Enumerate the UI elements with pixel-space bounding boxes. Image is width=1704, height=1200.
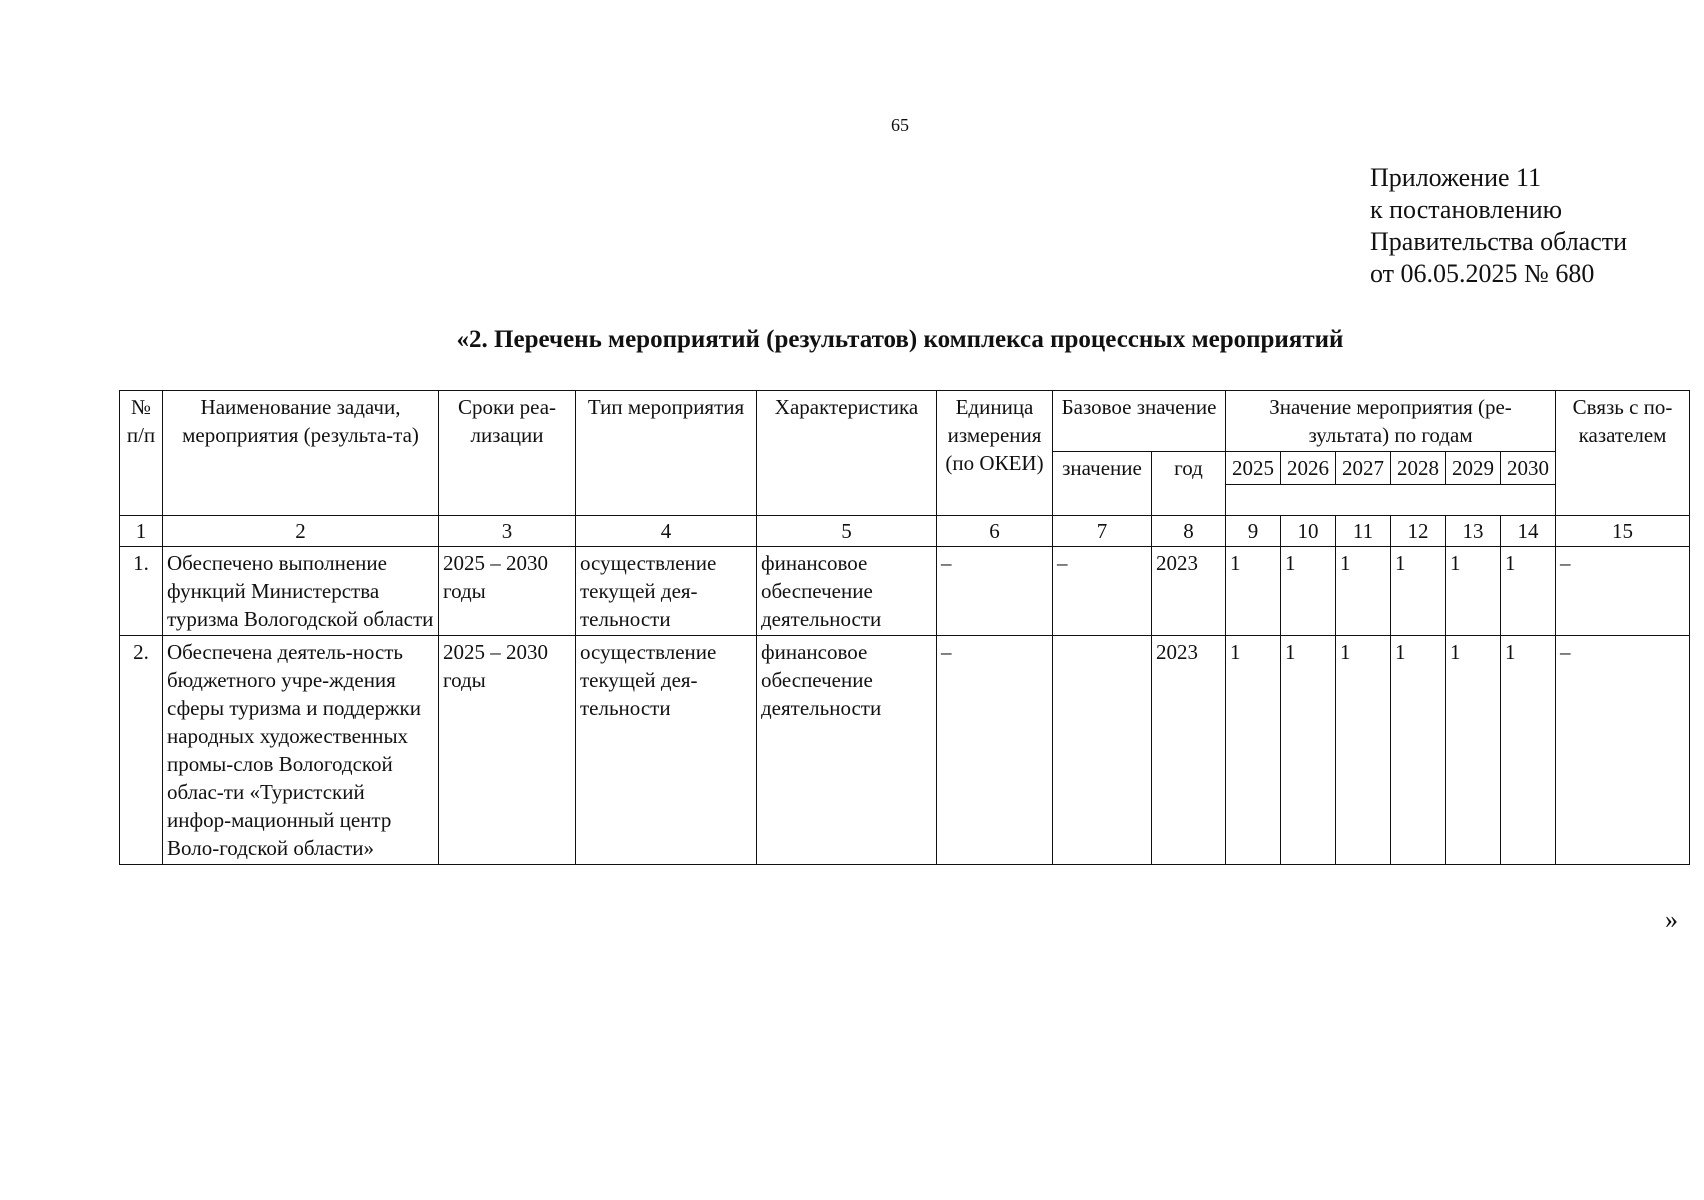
colnum: 12 — [1391, 516, 1446, 547]
row-type: осуществление текущей дея-тельности — [576, 547, 757, 636]
row-type: осуществление текущей дея-тельности — [576, 636, 757, 865]
appendix-line-4: от 06.05.2025 № 680 — [1370, 259, 1595, 288]
header-num: № п/п — [120, 391, 163, 516]
row-characteristic: финансовое обеспечение деятельности — [757, 636, 937, 865]
appendix-block — [1370, 162, 1627, 290]
colnum: 2 — [163, 516, 439, 547]
row-year-value: 1 — [1501, 636, 1556, 865]
row-year-value: 1 — [1226, 636, 1281, 865]
row-period: 2025 – 2030 годы — [439, 547, 576, 636]
colnum: 9 — [1226, 516, 1281, 547]
header-base: Базовое значение — [1053, 391, 1226, 452]
header-name: Наименование задачи, мероприятия (результа-та) — [163, 391, 439, 516]
header-year-2025: 2025 — [1226, 452, 1281, 485]
colnum: 14 — [1501, 516, 1556, 547]
row-period: 2025 – 2030 годы — [439, 636, 576, 865]
header-characteristic: Характеристика — [757, 391, 937, 516]
row-num: 2. — [120, 636, 163, 865]
header-unit: Единица измерения (по ОКЕИ) — [937, 391, 1053, 516]
table-row — [120, 547, 1690, 636]
row-year-value: 1 — [1281, 547, 1336, 636]
colnum: 3 — [439, 516, 576, 547]
colnum: 4 — [576, 516, 757, 547]
colnum: 10 — [1281, 516, 1336, 547]
colnum: 7 — [1053, 516, 1152, 547]
header-year-2030: 2030 — [1501, 452, 1556, 485]
row-year-value: 1 — [1391, 547, 1446, 636]
header-year-2027: 2027 — [1336, 452, 1391, 485]
row-unit: – — [937, 547, 1053, 636]
header-base-value: значение — [1053, 452, 1152, 516]
colnum: 1 — [120, 516, 163, 547]
header-row-1 — [120, 391, 1690, 452]
header-values: Значение мероприятия (ре-зультата) по годам — [1226, 391, 1556, 452]
header-base-year: год — [1152, 452, 1226, 516]
colnum: 8 — [1152, 516, 1226, 547]
row-base-value: – — [1053, 547, 1152, 636]
header-year-2028: 2028 — [1391, 452, 1446, 485]
closing-quote: » — [1665, 905, 1678, 934]
document-title: «2. Перечень мероприятий (результатов) комплекса процессных мероприятий — [456, 326, 1344, 353]
measures-table — [119, 390, 1690, 865]
row-num: 1. — [120, 547, 163, 636]
header-link: Связь с по-казателем — [1556, 391, 1690, 516]
header-years-spacer — [1226, 485, 1556, 516]
row-characteristic: финансовое обеспечение деятельности — [757, 547, 937, 636]
header-type: Тип мероприятия — [576, 391, 757, 516]
row-name: Обеспечено выполнение функций Министерства туризма Вологодской области — [163, 547, 439, 636]
row-year-value: 1 — [1391, 636, 1446, 865]
header-period: Сроки реа-лизации — [439, 391, 576, 516]
header-year-2026: 2026 — [1281, 452, 1336, 485]
row-base-year: 2023 — [1152, 636, 1226, 865]
colnum: 13 — [1446, 516, 1501, 547]
appendix-line-3: Правительства области — [1370, 227, 1628, 256]
row-link: – — [1556, 547, 1690, 636]
colnum: 11 — [1336, 516, 1391, 547]
table-row — [120, 636, 1690, 865]
colnum: 6 — [937, 516, 1053, 547]
colnum: 5 — [757, 516, 937, 547]
row-year-value: 1 — [1336, 636, 1391, 865]
colnum: 15 — [1556, 516, 1690, 547]
row-base-year: 2023 — [1152, 547, 1226, 636]
row-link: – — [1556, 636, 1690, 865]
row-year-value: 1 — [1446, 636, 1501, 865]
header-year-2029: 2029 — [1446, 452, 1501, 485]
column-number-row — [120, 516, 1690, 547]
row-year-value: 1 — [1281, 636, 1336, 865]
row-year-value: 1 — [1336, 547, 1391, 636]
row-base-value — [1053, 636, 1152, 865]
appendix-line-2: к постановлению — [1370, 195, 1563, 224]
row-year-value: 1 — [1501, 547, 1556, 636]
row-year-value: 1 — [1226, 547, 1281, 636]
row-unit: – — [937, 636, 1053, 865]
page-number: 65 — [891, 115, 909, 135]
row-year-value: 1 — [1446, 547, 1501, 636]
row-name: Обеспечена деятель-ность бюджетного учре-ждения сферы туризма и поддержки народных художественных промы-слов Вологодской облас-ти «Туристский инфор-мационный центр Воло-годской области» — [163, 636, 439, 865]
appendix-line-1: Приложение 11 — [1370, 163, 1542, 192]
